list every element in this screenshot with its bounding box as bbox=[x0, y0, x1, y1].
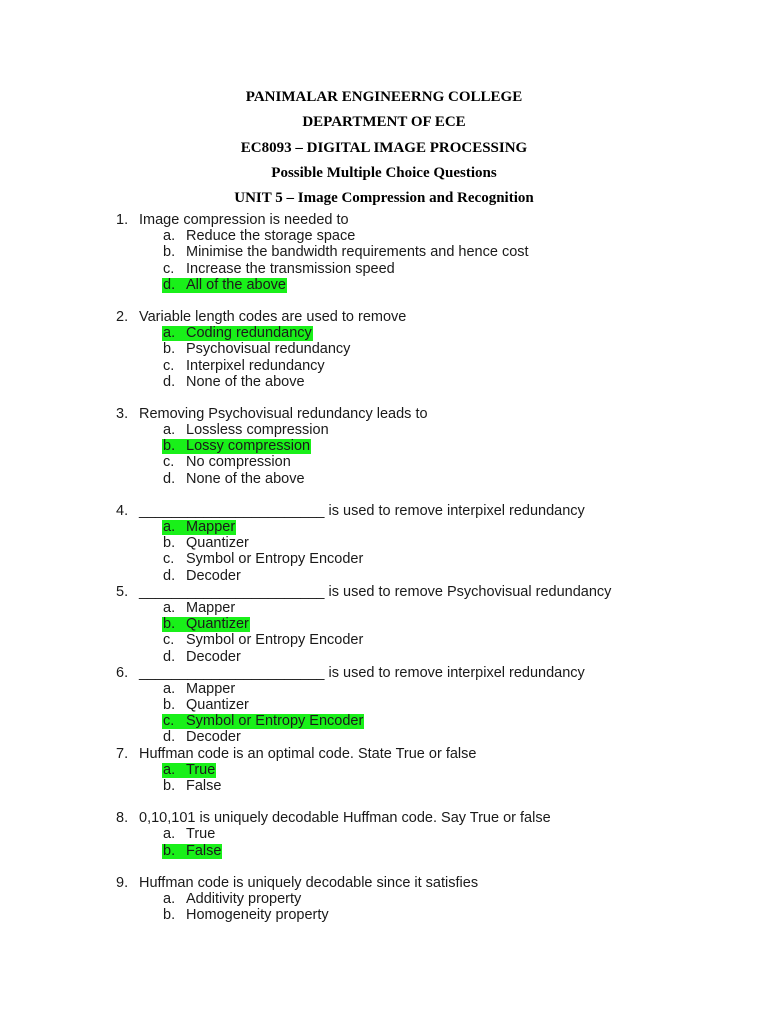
question-line bbox=[0, 810, 768, 826]
option-letter: c. bbox=[163, 260, 175, 277]
option bbox=[0, 422, 768, 438]
option bbox=[0, 535, 768, 551]
option-text: Psychovisual redundancy bbox=[186, 341, 351, 358]
option-letter: d. bbox=[163, 648, 176, 665]
option-text: None of the above bbox=[186, 470, 305, 487]
question-5 bbox=[0, 584, 768, 665]
option bbox=[0, 471, 768, 487]
option-letter: a. bbox=[163, 519, 176, 535]
option-text: Coding redundancy bbox=[186, 325, 312, 342]
option bbox=[0, 632, 768, 648]
option-text: No compression bbox=[186, 454, 291, 471]
option-letter: a. bbox=[163, 761, 176, 778]
option-letter: b. bbox=[163, 778, 176, 794]
option-text: Mapper bbox=[186, 519, 236, 535]
option-letter: c. bbox=[163, 632, 175, 649]
option-correct-answer bbox=[0, 277, 768, 293]
question-7 bbox=[0, 746, 768, 811]
option-correct-answer bbox=[0, 616, 768, 632]
question-number: 3. bbox=[116, 405, 129, 422]
option-letter: a. bbox=[163, 680, 176, 697]
question-number: 9. bbox=[116, 874, 129, 891]
question-text: Huffman code is uniquely decodable since it satisfies bbox=[139, 874, 479, 891]
option-text: All of the above bbox=[186, 276, 286, 293]
question-8 bbox=[0, 810, 768, 875]
question-line bbox=[0, 309, 768, 325]
option-letter: b. bbox=[163, 842, 176, 859]
option-letter: c. bbox=[163, 551, 175, 568]
option bbox=[0, 228, 768, 244]
option bbox=[0, 649, 768, 665]
option-text: Reduce the storage space bbox=[186, 228, 356, 245]
question-list bbox=[0, 212, 768, 923]
option-letter: a. bbox=[163, 325, 176, 342]
option bbox=[0, 681, 768, 697]
option-correct-answer bbox=[0, 325, 768, 341]
question-number: 8. bbox=[116, 810, 129, 827]
question-text: _______________________ is used to remove interpixel redundancy bbox=[139, 664, 585, 681]
option-letter: b. bbox=[163, 616, 176, 633]
option-text: Additivity property bbox=[186, 890, 302, 907]
option-letter: b. bbox=[163, 697, 176, 714]
question-line bbox=[0, 212, 768, 228]
spacer bbox=[0, 487, 768, 503]
question-text: Image compression is needed to bbox=[139, 212, 349, 228]
option-correct-answer bbox=[0, 713, 768, 729]
question-number: 1. bbox=[116, 212, 129, 228]
question-line bbox=[0, 746, 768, 762]
spacer bbox=[0, 794, 768, 810]
option-text: Quantizer bbox=[186, 616, 249, 633]
question-1 bbox=[0, 212, 768, 309]
option-letter: b. bbox=[163, 341, 176, 358]
option-text: Decoder bbox=[186, 567, 241, 584]
option bbox=[0, 697, 768, 713]
option-text: False bbox=[186, 778, 222, 794]
question-text: _______________________ is used to remove Psychovisual redundancy bbox=[139, 583, 612, 600]
option-correct-answer bbox=[0, 438, 768, 454]
option bbox=[0, 907, 768, 923]
option-text: Mapper bbox=[186, 680, 236, 697]
question-number: 5. bbox=[116, 583, 129, 600]
question-2 bbox=[0, 309, 768, 406]
option-text: Increase the transmission speed bbox=[186, 260, 395, 277]
unit-title: UNIT 5 – Image Compression and Recognition bbox=[234, 190, 534, 206]
option-text: True bbox=[186, 761, 216, 778]
question-line bbox=[0, 665, 768, 681]
option-letter: a. bbox=[163, 890, 176, 907]
option-letter: c. bbox=[163, 357, 175, 374]
question-9 bbox=[0, 875, 768, 924]
option-correct-answer bbox=[0, 519, 768, 535]
question-number: 7. bbox=[116, 745, 129, 762]
question-text: 0,10,101 is uniquely decodable Huffman code. Say True or false bbox=[139, 810, 551, 827]
option-text: True bbox=[186, 826, 216, 843]
college-name: PANIMALAR ENGINEERNG COLLEGE bbox=[245, 89, 523, 105]
option-letter: c. bbox=[163, 713, 175, 730]
option-letter: d. bbox=[163, 373, 176, 390]
option-letter: b. bbox=[163, 535, 176, 552]
option-letter: a. bbox=[163, 826, 176, 843]
option-text: Symbol or Entropy Encoder bbox=[186, 632, 364, 649]
spacer bbox=[0, 859, 768, 875]
option-text: Quantizer bbox=[186, 697, 249, 714]
option bbox=[0, 778, 768, 794]
question-line bbox=[0, 406, 768, 422]
question-line bbox=[0, 584, 768, 600]
option-letter: d. bbox=[163, 276, 176, 293]
option-letter: d. bbox=[163, 729, 176, 746]
option-letter: b. bbox=[163, 907, 176, 924]
option bbox=[0, 244, 768, 260]
question-text: Variable length codes are used to remove bbox=[139, 308, 407, 325]
option bbox=[0, 341, 768, 357]
option-text: Quantizer bbox=[186, 535, 249, 552]
document-subtitle: Possible Multiple Choice Questions bbox=[271, 165, 497, 181]
option bbox=[0, 568, 768, 584]
question-number: 6. bbox=[116, 664, 129, 681]
option-letter: a. bbox=[163, 228, 176, 245]
option-letter: a. bbox=[163, 422, 176, 439]
option-correct-answer bbox=[0, 843, 768, 859]
question-text: Huffman code is an optimal code. State True or false bbox=[139, 745, 477, 762]
option bbox=[0, 358, 768, 374]
option-letter: d. bbox=[163, 567, 176, 584]
option-letter: c. bbox=[163, 454, 175, 471]
option-text: False bbox=[186, 842, 222, 859]
option-text: Homogeneity property bbox=[186, 907, 329, 924]
department-name: DEPARTMENT OF ECE bbox=[302, 114, 466, 130]
option bbox=[0, 551, 768, 567]
option-letter: d. bbox=[163, 470, 176, 487]
option-text: Decoder bbox=[186, 648, 241, 665]
option-text: Decoder bbox=[186, 729, 241, 746]
option-text: Symbol or Entropy Encoder bbox=[186, 713, 364, 730]
spacer bbox=[0, 293, 768, 309]
option bbox=[0, 891, 768, 907]
question-line bbox=[0, 875, 768, 891]
option-text: None of the above bbox=[186, 373, 305, 390]
question-line bbox=[0, 503, 768, 519]
spacer bbox=[0, 390, 768, 406]
question-3 bbox=[0, 406, 768, 503]
option-letter: a. bbox=[163, 599, 176, 616]
option bbox=[0, 261, 768, 277]
option bbox=[0, 600, 768, 616]
question-6 bbox=[0, 665, 768, 746]
question-4 bbox=[0, 503, 768, 584]
question-number: 4. bbox=[116, 502, 129, 519]
option-correct-answer bbox=[0, 762, 768, 778]
question-text: Removing Psychovisual redundancy leads to bbox=[139, 405, 428, 422]
course-title: EC8093 – DIGITAL IMAGE PROCESSING bbox=[240, 140, 528, 156]
option-text: Lossless compression bbox=[186, 422, 329, 439]
option bbox=[0, 374, 768, 390]
option-letter: b. bbox=[163, 244, 176, 261]
question-number: 2. bbox=[116, 308, 129, 325]
option bbox=[0, 729, 768, 745]
option-letter: b. bbox=[163, 438, 176, 455]
option-text: Interpixel redundancy bbox=[186, 357, 325, 374]
option-text: Lossy compression bbox=[186, 438, 311, 455]
option-text: Minimise the bandwidth requirements and hence cost bbox=[186, 244, 529, 261]
option-text: Symbol or Entropy Encoder bbox=[186, 551, 364, 568]
question-text: _______________________ is used to remove interpixel redundancy bbox=[139, 502, 585, 519]
option-text: Mapper bbox=[186, 599, 236, 616]
option bbox=[0, 826, 768, 842]
option bbox=[0, 454, 768, 470]
